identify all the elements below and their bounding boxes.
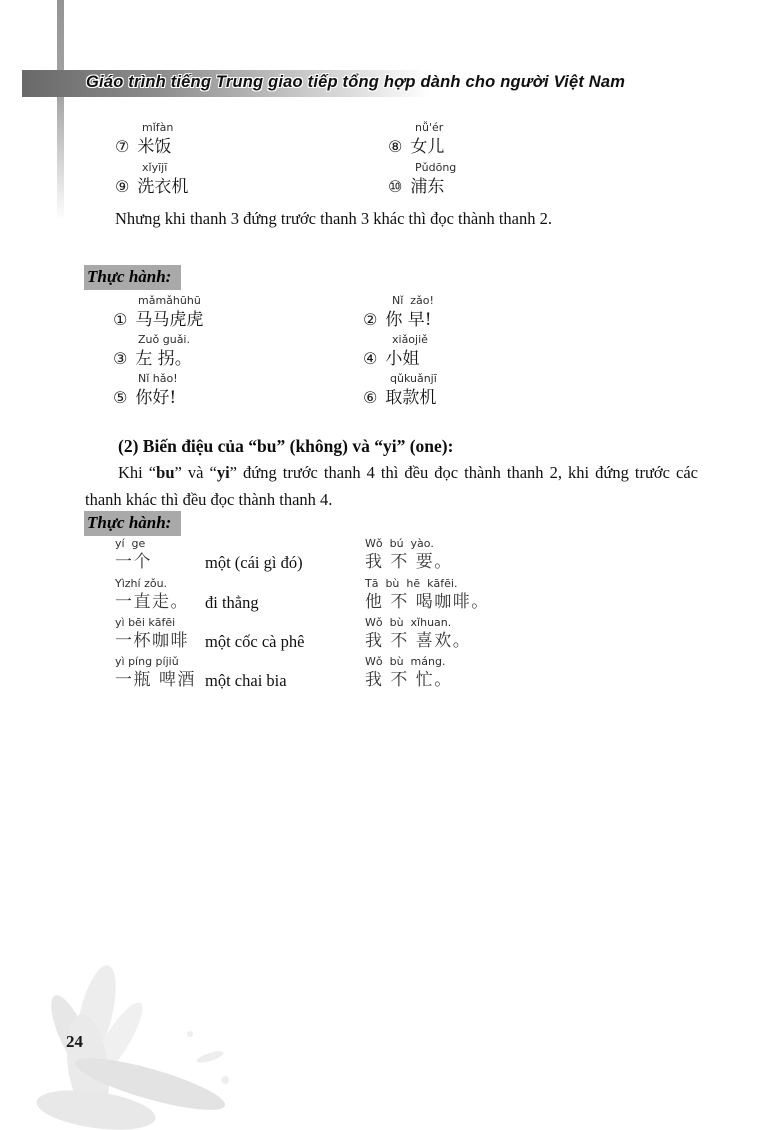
hanzi: 你好! <box>135 388 177 408</box>
practice2-row-3 <box>115 616 715 656</box>
pinyin: Nǐ hǎo! <box>138 372 178 385</box>
item-number: ⑩ <box>388 177 403 196</box>
pinyin: yì píng píjiǔ <box>115 655 179 668</box>
practice1-item-3 <box>113 333 192 371</box>
vocab-item-9 <box>115 161 188 199</box>
practice1-item-5 <box>113 372 178 410</box>
hanzi: 女儿 <box>410 137 445 157</box>
hanzi: 浦东 <box>410 177 445 197</box>
vocab-item-7 <box>115 121 173 159</box>
pinyin: Pǔdōng <box>415 161 457 174</box>
hanzi: 左 拐。 <box>135 349 192 369</box>
hanzi: 你 早! <box>385 310 432 330</box>
pinyin: mǐfàn <box>142 121 174 134</box>
flower-decoration <box>0 962 290 1130</box>
vietnamese-gloss: một chai bia <box>205 671 287 690</box>
hanzi: 我 不 要。 <box>365 552 453 572</box>
vietnamese-gloss: một (cái gì đó) <box>205 553 303 572</box>
vocab-item-8 <box>388 121 444 159</box>
hanzi: 我 不 忙。 <box>365 670 453 690</box>
pinyin: Nǐ zǎo! <box>392 294 434 307</box>
hanzi: 他 不 喝咖啡。 <box>365 592 490 612</box>
hanzi: 取款机 <box>385 388 437 408</box>
hanzi: 马马虎虎 <box>135 310 204 330</box>
vietnamese-gloss: đi thẳng <box>205 593 259 612</box>
pinyin: xiǎojiě <box>392 333 428 346</box>
para-bold-yi: yi <box>216 463 230 482</box>
pinyin: yí ge <box>115 537 146 550</box>
hanzi: 米饭 <box>137 137 172 157</box>
item-number: ⑨ <box>115 177 130 196</box>
pinyin: Wǒ bù máng. <box>365 655 446 668</box>
hanzi: 我 不 喜欢。 <box>365 631 472 651</box>
item-number: ⑧ <box>388 137 403 156</box>
page-number: 24 <box>66 1032 83 1051</box>
pinyin: Zuǒ guǎi. <box>138 333 190 346</box>
hanzi: 一直走。 <box>115 592 189 612</box>
pinyin: nǚ'ér <box>415 121 444 134</box>
practice1-item-6 <box>363 372 437 410</box>
pinyin: Wǒ bù xǐhuan. <box>365 616 452 629</box>
hanzi: 洗衣机 <box>137 177 189 197</box>
para-text: Khi “ <box>118 463 157 482</box>
practice1-item-1 <box>113 294 203 332</box>
pinyin: Yìzhí zǒu. <box>115 577 168 590</box>
section-heading: (2) Biến điệu của “bu” (không) và “yi” (one): <box>118 436 454 456</box>
item-number: ⑦ <box>115 137 130 156</box>
para-text: ” và “ <box>174 463 217 482</box>
page-header-title: Giáo trình tiếng Trung giao tiếp tổng hợp dành cho người Việt Nam <box>86 73 626 91</box>
pinyin: qǔkuǎnjī <box>390 372 437 385</box>
practice2-row-4 <box>115 655 715 695</box>
para-text: ” đứng trước thanh 4 thì đều đọc thành thanh 2, khi đứng trước các thanh khác thì đều đọc thành thanh 4. <box>85 463 698 509</box>
hanzi: 一个 <box>115 552 152 572</box>
practice2-row-1 <box>115 537 715 577</box>
item-number: ⑤ <box>113 388 128 407</box>
pinyin: Tā bù hē kāfēi. <box>365 577 458 590</box>
vietnamese-gloss: một cốc cà phê <box>205 632 305 651</box>
hanzi: 小姐 <box>385 349 420 369</box>
vertical-rule <box>57 0 64 220</box>
pinyin: Wǒ bú yào. <box>365 537 434 550</box>
header-band <box>22 70 626 97</box>
practice1-item-4 <box>363 333 428 371</box>
item-number: ⑥ <box>363 388 378 407</box>
practice-label-2: Thực hành: <box>84 511 181 536</box>
item-number: ① <box>113 310 128 329</box>
hanzi: 一瓶 啤酒 <box>115 670 196 690</box>
item-number: ③ <box>113 349 128 368</box>
tone-rule-note: Nhưng khi thanh 3 đứng trước thanh 3 khác thì đọc thành thanh 2. <box>115 209 552 228</box>
item-number: ② <box>363 310 378 329</box>
practice1-item-2 <box>363 294 434 332</box>
para-bold-bu: bu <box>156 463 175 482</box>
pinyin: mǎmǎhūhū <box>138 294 201 307</box>
pinyin: yì bēi kāfēi <box>115 616 176 629</box>
hanzi: 一杯咖啡 <box>115 631 189 651</box>
vocab-item-10 <box>388 161 456 199</box>
item-number: ④ <box>363 349 378 368</box>
tone-sandhi-paragraph <box>85 459 698 513</box>
pinyin: xǐyījī <box>142 161 168 174</box>
practice-label-1: Thực hành: <box>84 265 181 290</box>
practice2-row-2 <box>115 577 715 617</box>
